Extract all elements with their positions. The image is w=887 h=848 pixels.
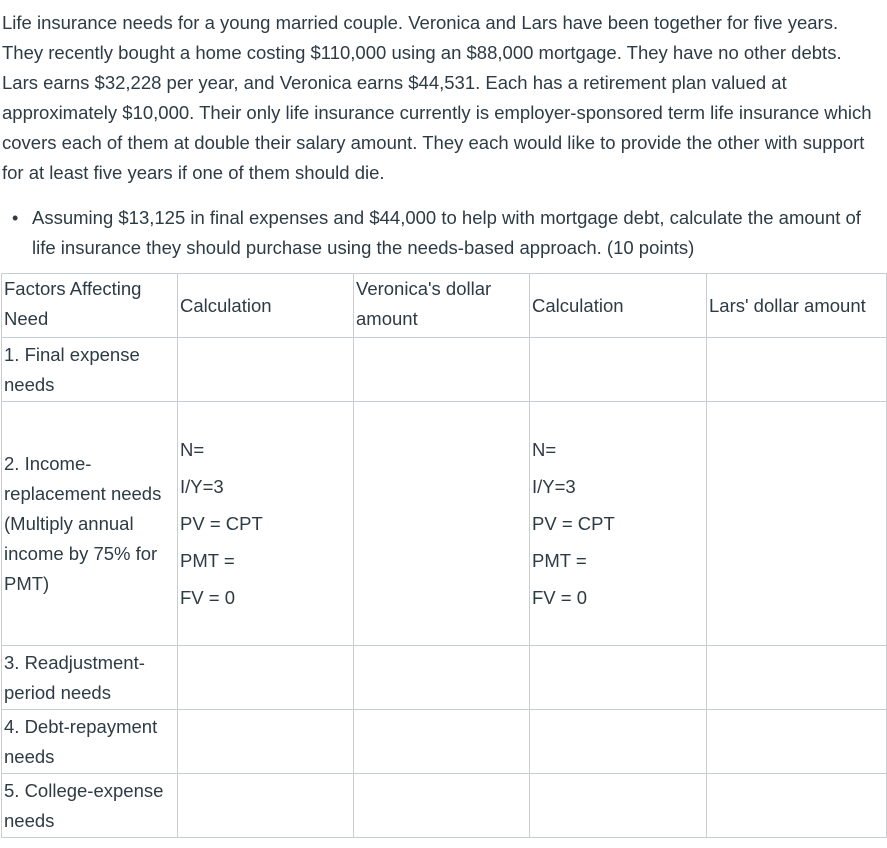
lars-amount-cell[interactable] (707, 646, 887, 710)
table-row (2, 710, 887, 774)
header-calculation-veronica: Calculation (178, 274, 354, 338)
veronica-amount-cell[interactable] (354, 710, 530, 774)
lars-calc-cell[interactable] (530, 338, 707, 402)
problem-intro: Life insurance needs for a young married couple. Veronica and Lars have been together for five years. They recently bought a home costing $110,000 using an $88,000 mortgage. They have no other debts. Lars earns $32,228 per year, and Veronica earns $44,531. Each has a retirement plan valued at approximately $10,000. Their only life insurance currently is employer-sponsored term life insurance which covers each of them at double their salary amount. They each would like to provide the other with support for at least five years if one of them should die. (2, 12, 872, 183)
factor-income-replacement: 2. Income-replacement needs (Multiply annual income by 75% for PMT) (2, 402, 178, 646)
table-row (2, 338, 887, 402)
factor-final-expense: 1. Final expense needs (2, 338, 178, 402)
veronica-calc-cell[interactable] (178, 338, 354, 402)
calc-pv: PV = CPT (532, 512, 615, 534)
factor-readjustment: 3. Readjustment-period needs (2, 646, 178, 710)
task-instruction: Assuming $13,125 in final expenses and $44,000 to help with mortgage debt, calculate the amount of life insurance they should purchase using the needs-based approach. (10 points) (32, 207, 861, 258)
calc-iy: I/Y=3 (532, 475, 576, 497)
veronica-calc-cell[interactable] (178, 774, 354, 838)
factor-college-expense: 5. College-expense needs (2, 774, 178, 838)
calc-iy: I/Y=3 (180, 475, 224, 497)
bullet-marker: • (12, 208, 19, 228)
header-veronica-amount: Veronica's dollar amount (354, 274, 530, 338)
header-lars-amount: Lars' dollar amount (707, 274, 887, 338)
factor-debt-repayment: 4. Debt-repayment needs (2, 710, 178, 774)
table-row (2, 774, 887, 838)
veronica-amount-cell[interactable] (354, 774, 530, 838)
veronica-amount-cell[interactable] (354, 646, 530, 710)
calc-pv: PV = CPT (180, 512, 263, 534)
veronica-calc-cell[interactable] (178, 402, 354, 646)
veronica-calc-cell[interactable] (178, 710, 354, 774)
table-header-row (2, 274, 887, 338)
lars-amount-cell[interactable] (707, 774, 887, 838)
header-factors: Factors Affecting Need (2, 274, 178, 338)
lars-calc-cell[interactable] (530, 774, 707, 838)
veronica-calc-cell[interactable] (178, 646, 354, 710)
lars-amount-cell[interactable] (707, 338, 887, 402)
veronica-amount-cell[interactable] (354, 338, 530, 402)
calc-pmt: PMT = (180, 549, 235, 571)
lars-calc-cell[interactable] (530, 646, 707, 710)
header-calculation-lars: Calculation (530, 274, 707, 338)
table-row (2, 402, 887, 646)
calc-n: N= (532, 438, 557, 460)
lars-amount-cell[interactable] (707, 710, 887, 774)
veronica-amount-cell[interactable] (354, 402, 530, 646)
table-row (2, 646, 887, 710)
calc-fv: FV = 0 (180, 586, 236, 608)
calc-fv: FV = 0 (532, 586, 588, 608)
needs-table (1, 273, 887, 838)
lars-calc-cell[interactable] (530, 402, 707, 646)
lars-amount-cell[interactable] (707, 402, 887, 646)
calc-pmt: PMT = (532, 549, 587, 571)
calc-n: N= (180, 438, 205, 460)
lars-calc-cell[interactable] (530, 710, 707, 774)
